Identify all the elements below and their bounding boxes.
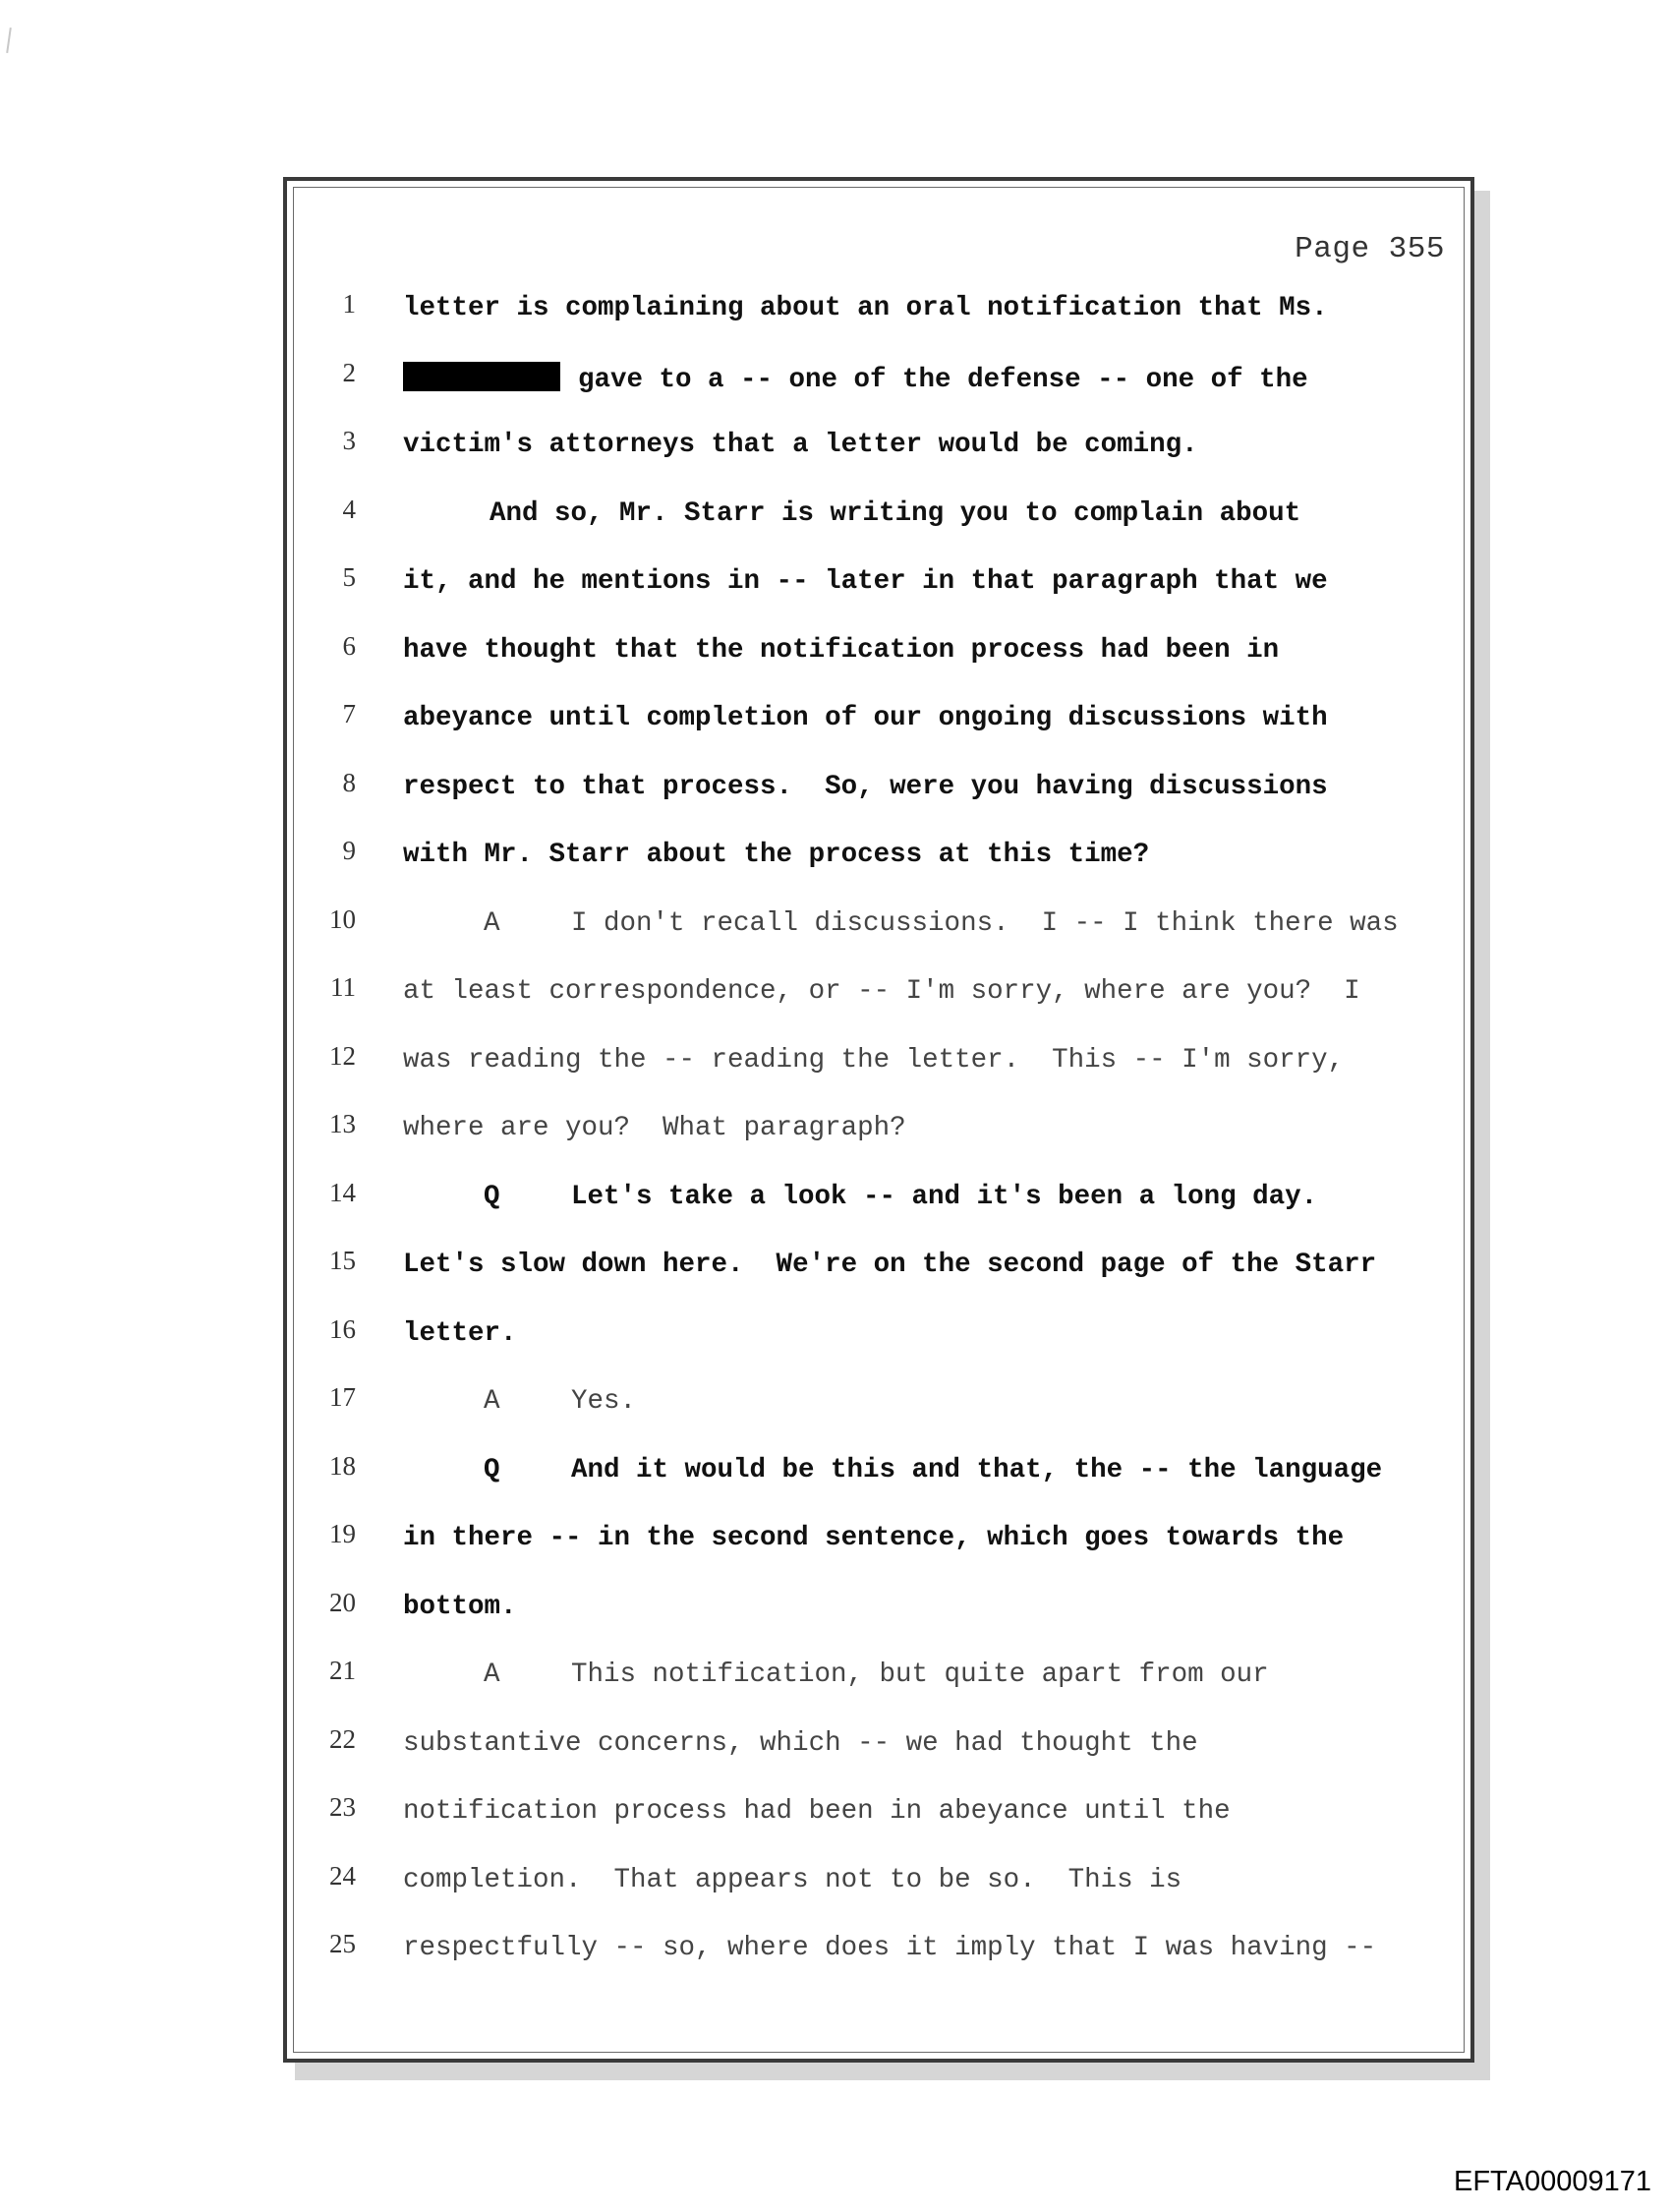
transcript-line [287, 1929, 1470, 1978]
line-text: at least correspondence, or -- I'm sorry, where are you? I [403, 976, 1360, 1007]
transcript-line [287, 1041, 1470, 1090]
line-number: 12 [329, 1040, 356, 1071]
line-text: have thought that the notification process had been in [403, 634, 1280, 666]
line-text: where are you? What paragraph? [403, 1113, 906, 1143]
line-text: in there -- in the second sentence, which goes towards the [403, 1523, 1345, 1553]
transcript-line [287, 1861, 1470, 1910]
line-text: letter. [403, 1317, 517, 1349]
line-text-container [403, 1113, 906, 1143]
transcript-line [287, 1314, 1470, 1364]
transcript-line [287, 1656, 1470, 1705]
line-text-container [571, 1659, 1269, 1690]
line-text: with Mr. Starr about the process at this time? [403, 840, 1150, 870]
line-text-container [403, 1318, 517, 1349]
line-number: 5 [342, 562, 356, 592]
line-text: Let's take a look -- and it's been a long day. [571, 1181, 1318, 1212]
transcript-line [287, 289, 1470, 338]
speaker-label: A [484, 907, 500, 939]
line-text: notification process had been in abeyance until the [403, 1796, 1231, 1827]
line-number: 24 [329, 1860, 356, 1891]
line-text-container [403, 430, 1198, 460]
transcript-line [287, 1519, 1470, 1568]
line-text-container [403, 976, 1360, 1007]
speaker-label: A [484, 1386, 500, 1417]
line-number: 7 [342, 699, 356, 728]
line-number: 10 [329, 903, 356, 934]
transcript-line [287, 1382, 1470, 1431]
line-number: 18 [329, 1450, 356, 1481]
line-number: 20 [329, 1587, 356, 1617]
transcript-line [287, 1792, 1470, 1841]
line-text: respect to that process. So, were you having discussions [403, 771, 1328, 802]
line-text-container [403, 1045, 1344, 1076]
line-text: Yes. [571, 1386, 637, 1417]
transcript-line [287, 358, 1470, 407]
transcript-line [287, 972, 1470, 1021]
line-number: 13 [329, 1109, 356, 1138]
line-text: And so, Mr. Starr is writing you to complain about [490, 497, 1301, 529]
line-number: 6 [342, 630, 356, 661]
line-number: 22 [329, 1723, 356, 1754]
line-text: substantive concerns, which -- we had thought the [403, 1727, 1198, 1759]
line-text-container [571, 908, 1399, 939]
line-number: 3 [342, 426, 356, 455]
line-text: it, and he mentions in -- later in that paragraph that we [403, 566, 1328, 597]
line-text: Let's slow down here. We're on the second page of the Starr [403, 1250, 1377, 1280]
line-number: 9 [342, 836, 356, 865]
line-text-container [403, 635, 1279, 666]
line-number: 23 [329, 1792, 356, 1822]
line-number: 14 [329, 1177, 356, 1207]
line-text-container [571, 1182, 1317, 1212]
line-text: victim's attorneys that a letter would be coming. [403, 430, 1198, 460]
line-number: 17 [329, 1382, 356, 1412]
line-text-container [403, 1865, 1181, 1895]
line-text: This notification, but quite apart from our [571, 1659, 1269, 1690]
line-text-container [490, 498, 1300, 529]
line-text: gave to a -- one of the defense -- one of the [578, 364, 1308, 395]
transcript-line [287, 1178, 1470, 1227]
line-text-container [403, 1933, 1376, 1963]
transcript-line [287, 495, 1470, 544]
line-number: 2 [342, 357, 356, 387]
transcript-line [287, 1451, 1470, 1500]
line-text-container [403, 1250, 1376, 1280]
line-number: 16 [329, 1313, 356, 1344]
line-number: 8 [342, 767, 356, 797]
line-text: respectfully -- so, where does it imply that I was having -- [403, 1933, 1377, 1963]
transcript-line [287, 562, 1470, 611]
line-number: 21 [329, 1656, 356, 1685]
page-number: Page 355 [1295, 232, 1445, 266]
line-text-container [403, 703, 1328, 733]
line-text-container [571, 1455, 1382, 1485]
line-text: was reading the -- reading the letter. This -- I'm sorry, [403, 1044, 1345, 1076]
speaker-label: Q [484, 1181, 500, 1212]
speaker-label: A [484, 1659, 500, 1690]
line-text-container [403, 566, 1328, 597]
transcript-line [287, 1724, 1470, 1774]
transcript-line [287, 1588, 1470, 1637]
line-number: 19 [329, 1519, 356, 1548]
line-text: abeyance until completion of our ongoing discussions with [403, 703, 1328, 733]
line-text-container [403, 1728, 1198, 1759]
transcript-line [287, 768, 1470, 817]
line-text-container [571, 1386, 636, 1417]
transcript-line [287, 1246, 1470, 1295]
line-text: And it would be this and that, the -- the language [571, 1454, 1383, 1485]
line-text: I don't recall discussions. I -- I think there was [571, 907, 1399, 939]
transcript-line [287, 836, 1470, 885]
transcript-line [287, 699, 1470, 748]
line-number: 1 [342, 289, 356, 319]
transcript-lines [287, 181, 1470, 2059]
transcript-line [287, 1109, 1470, 1158]
scan-artifact [6, 28, 12, 53]
transcript-line [287, 426, 1470, 475]
line-text: completion. That appears not to be so. This is [403, 1864, 1182, 1895]
line-text-container [403, 1796, 1231, 1827]
document-id: EFTA00009171 [1454, 2166, 1651, 2197]
transcript-line [287, 631, 1470, 680]
line-number: 4 [342, 494, 356, 524]
line-number: 11 [330, 972, 356, 1002]
transcript-line [287, 904, 1470, 954]
redaction-block [403, 362, 560, 391]
line-text: letter is complaining about an oral notification that Ms. [403, 293, 1328, 323]
line-text-container [403, 1523, 1344, 1553]
speaker-label: Q [484, 1454, 500, 1485]
transcript-page-frame [283, 177, 1474, 2063]
line-text: bottom. [403, 1591, 517, 1622]
line-text-container [403, 840, 1149, 870]
line-text-container [403, 772, 1328, 802]
line-text-container [403, 293, 1328, 323]
line-text-container [403, 362, 1308, 395]
line-number: 15 [329, 1246, 356, 1275]
line-text-container [403, 1592, 517, 1622]
line-number: 25 [329, 1929, 356, 1958]
